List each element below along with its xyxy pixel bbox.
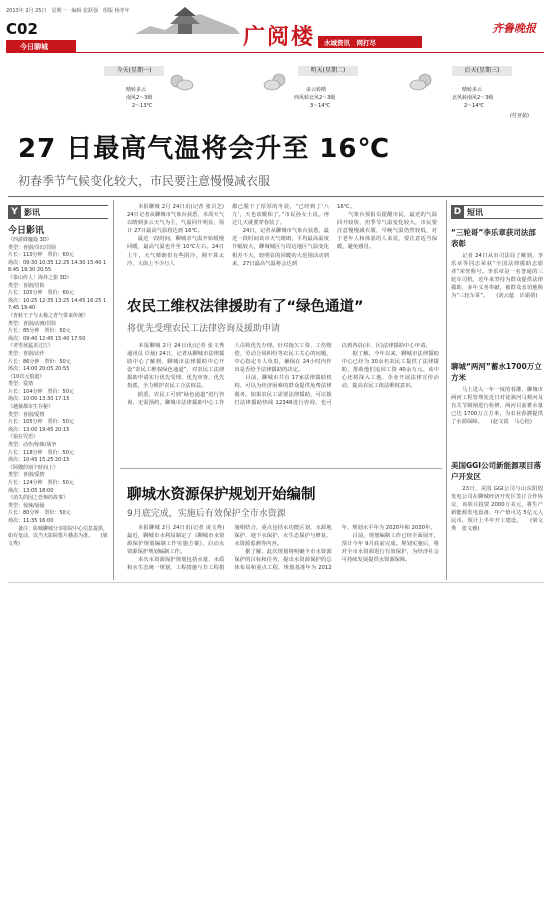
shorts-section-name: 短讯 (467, 208, 483, 217)
film-section-name: 影讯 (24, 208, 40, 217)
article-b-title: 聊城水资源保护规划开始编制 (127, 487, 316, 503)
short-item-body: 马上进入一年一度的春灌，聊城市两河工程管理处近日对徒骇河马颊河及有关节制闸进行检修，两河目前蓄水量已达 1700万立方米，为农业春灌提供了水源保障。 (赵文霞 马心桂) (451, 387, 543, 426)
column-divider (113, 200, 114, 580)
weather-credit: (付亚茹) (510, 113, 529, 119)
article-b-subtitle: 9月底完成，实施后有效保护全市水资源 (127, 509, 286, 519)
weather-day-label: 明天(星期二) (298, 66, 358, 76)
weather-story-col1: 本报聊城 2月 24日讯(记者 张召芝) 24日记者从聊城市气象台获悉，本周天气以晴到多云天气为主，气温回升明显，预计 27日最高气温将达到 16℃。 最近一段时间，聊城市气温开始缓慢回暖，最高气温也升至 10℃左右。24日上午，天气晴朗但有些阴冷，刚不算太冷，大街上不少行人 (127, 204, 224, 267)
weather-day-today (104, 64, 239, 122)
film-title: 今日影讯 (8, 226, 45, 236)
weather-day-label: 后天(星期三) (452, 66, 512, 76)
section-label: 今日聊城 (20, 43, 48, 51)
weather-wind: 西风转北风2～3级 (294, 95, 336, 101)
sun-cloud-icon (168, 72, 194, 96)
film-listings: 《西游降魔篇 3D》 类型：喜剧/奇幻/冒险 片长：110分钟 票价：60元 场次：09:30 10:35 12:25 14:30 15:40 18:45 19:30 20:55 《泰山传人！海外之旅 3D》 类型：喜剧/冒险 片长：105分钟 票价：60元 场次：10:25 12:35 13:25 14:45 16:25 17:45 19:40 《青蛙王子与太极之青气带来传统》 类型：喜剧/动画/冒险 片长：85分钟 票价：50元 场次：09:40 12:45 15:40 17:50 《老男孩猛龙过江》 类型：喜剧/动作 片长：86分钟 票价：50元 场次：14:00 20:05 20:55 《10次元狼道》 类型：爱情 片长：104分钟 票价：50元 场次：10:00 13:30 17:15 《越狱都市生存秘》 类型：喜剧/爱情 片长：105分钟 票价：50元 场次：13:00 19:45 20:15 《狼在咒语》 类型：动作/惊悚/战争 片长：118分钟 票价：50元 场次：10:45 15:25 20:15 《阿嫂的别个时间上》 类型：喜剧/爱情 片长：124分钟 票价：50元 场次：13:05 18:00 《消失的因之恐怖的故事》 类型：惊悚/悬疑 片长：80分钟 票价：50元 场次：11:35 16:00 备注：影城聊城分享影院中心信息提供，如有变动，以当天影院排片播表为准。 (梁文秀) (8, 237, 109, 547)
weather-day-label: 今天(星期一) (104, 66, 164, 76)
weather-story-col2: 都已脱下了厚厚的冬装，“已经到了‘八九’，天也该暖和了。”市民孙女士说，再过几天就要穿春装了。 24日，记者从聊城市气象台获悉，最近一段时间该市天气晴朗，平均最高温度升幅较大，聊城城区与周边地区气温变化相差不大，较明显的回暖的大范围活动到来，27日最高气温将会达到 (232, 204, 329, 267)
short-item-title: 聊城“两河”蓄水1700万立方米 (451, 362, 542, 382)
short-item-title: “三轮哥”李乐章获司法部表彰 (451, 228, 536, 248)
headline-title: 27 日最高气温将会升至 16℃ (18, 134, 390, 164)
short-item-body: 23日，美国 GGI公司与山东阳煌发电公司在聊城经济开发区签订合作协议，该项目投资 2000万美元，将生产新能源发电设备，年产值可达 5亿元人民币，预计上半年开工建设。 (梁文秀 张文雅) (451, 486, 543, 533)
weather-temp: 2～14℃ (464, 103, 485, 109)
divider (8, 582, 544, 583)
film-column (8, 205, 108, 580)
header-red-line (76, 52, 544, 53)
divider (8, 196, 544, 197)
weather-day-after (400, 64, 542, 122)
weather-panel (104, 64, 542, 122)
short-item-body: 记者 24日从市司法局了解到，李乐章等同志荣获“全国法律援助志愿者”荣誉称号。李乐章是一名普通的三轮车司机，近年来坚持为群众提供法律援助，多年义务奉献，被群众亲切地称为“三轮车哥”。 (刘云蕴 许霜倩) (451, 253, 543, 300)
banner-artwork (130, 4, 240, 42)
weather-cond: 晴转多云 (126, 87, 147, 93)
divider (120, 468, 442, 469)
weather-cond: 晴转多云 (462, 87, 483, 93)
weather-wind: 南风2～3级 (126, 95, 153, 101)
cloud-sun-icon (262, 72, 288, 96)
banner-subtitle: 水城资讯 网打尽 (324, 39, 376, 47)
weather-cond: 多云转晴 (306, 87, 327, 93)
weather-temp: 3～14℃ (310, 103, 331, 109)
shorts-section-badge (451, 205, 543, 219)
weather-wind: 北风转南风2～3级 (452, 95, 494, 101)
dateline: 2013年 2月 25日 星期一 编辑 张跃强 组版 杨孝年 (6, 8, 130, 14)
weather-temp: 2～13℃ (132, 103, 153, 109)
headline-subtitle: 初春季节气候变化较大，市民要注意慢慢减衣服 (18, 174, 271, 188)
shorts-column (451, 205, 543, 580)
article-b-body: 本报聊城 2月 24日讯(记者 凌文秀) 最近，聊城市水利局制定了《聊城市水资源保护规划编制工作实施方案》，启动水资源保护规划编制工作。 本次水资源保护规划包括水量、水质和水生态统一规划，工程措施与非工程措施相结合，重点包括水功能区划、水源地保护、地下水保护、水生态保护与修复、水资源监测等内容。 据了解，此次规划将明确全市水资源保护的目标和任务，提出水资源保护的总体布局和重点工程，规划基准年为 2012年，规划水平年为 2020年和 2030年。 目前，规划编制工作已经全面展开，预计今年 9月底前完成。规划实施后，将对全市水资源进行有效保护，为经济社会可持续发展提供水资源保障。 (127, 525, 439, 572)
article-a-title: 农民工维权法律援助有了“绿色通道” (127, 299, 364, 315)
weather-story-col3: 16℃。 气象台预报员提醒市民，最近的气温回升较快，但季节气温变化较大，市民要注意慢慢减衣服，早晚气温仍然较低，对于老年人和体弱的人来说，要注意适当保暖，避免感冒。 (337, 204, 437, 251)
short-item-title: 美国GGI公司新能源项目落户开发区 (451, 461, 542, 481)
banner-title: 广阅楼 (243, 24, 316, 50)
shorts-section-letter: D (451, 206, 464, 218)
article-a-subtitle: 将优先受理农民工法律咨询及援助申请 (127, 324, 281, 334)
page-code: C02 (6, 20, 38, 38)
film-section-badge (8, 205, 108, 219)
film-section-letter: Y (8, 206, 21, 218)
weather-day-tomorrow (252, 64, 387, 122)
cloud-sun-icon (408, 72, 434, 96)
article-a-body: 本报聊城 2月 24日讯(记者 张文秀 通讯员 许灿) 24日，记者从聊城市法律援助中心了解到，聊城市法律援助中心开设“农民工维权绿色通道”，对农民工法律援助申请实行优先受理、优先审查、优先指派，全力维护农民工合法权益。 据悉，农民工可到“绿色通道”进行咨询，无需预约，聊城市法律援助中心工作人员将优先办理。针对拖欠工资、工伤赔偿、劳动合同纠纷等农民工关心的问题，中心指定专人负责，确保在 24小时内作出是否给予法律援助的决定。 目前，聊城市共有 17家法律援助机构，可以为经济困难的群众提供免费法律服务。如果农民工需要法律援助，可以拨打法律援助热线 12348进行咨询，也可以到各县(市、区)法律援助中心申请。 据了解，今年以来，聊城市法律援助中心已经为 30余名农民工提供了法律援助，帮助他们追回工资 40余万元。该中心还将深入工地、企业开展法律宣传活动，提高农民工依法维权意识。 (127, 343, 439, 406)
column-divider (446, 200, 447, 580)
paper-name: 齐鲁晚报 (492, 22, 536, 35)
